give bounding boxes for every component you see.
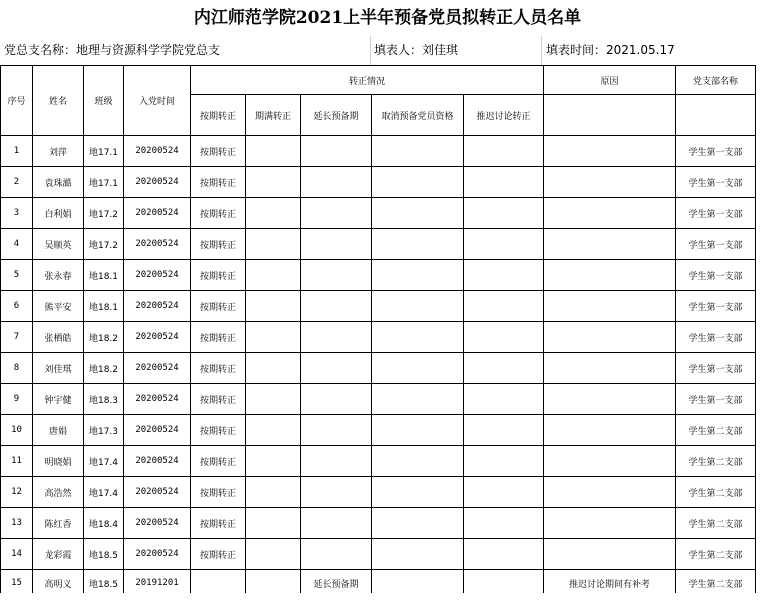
cell-postpone [464, 353, 544, 384]
cell-early [246, 384, 301, 415]
cell-name: 刘佳琪 [33, 353, 84, 384]
cell-early [246, 291, 301, 322]
cell-class: 地17.2 [84, 229, 124, 260]
cell-branch: 学生第二支部 [676, 508, 756, 539]
cell-branch: 学生第二支部 [676, 539, 756, 570]
cell-seq: 6 [1, 291, 33, 322]
cell-reason [544, 415, 676, 446]
cell-branch: 学生第一支部 [676, 136, 756, 167]
cell-early [246, 477, 301, 508]
cell-seq: 10 [1, 415, 33, 446]
cell-extend [301, 477, 372, 508]
cell-branch: 学生第一支部 [676, 229, 756, 260]
cell-reason: 推迟讨论期间有补考 [544, 570, 676, 597]
cell-early [246, 539, 301, 570]
cell-status: 按期转正 [191, 322, 246, 353]
cell-postpone [464, 539, 544, 570]
cell-postpone [464, 229, 544, 260]
branch-blank [676, 95, 756, 136]
cell-name: 袁珠澔 [33, 167, 84, 198]
cell-name: 陈红香 [33, 508, 84, 539]
header-cancel: 取消预备党员资格 [372, 95, 464, 136]
cell-seq: 12 [1, 477, 33, 508]
cell-status: 按期转正 [191, 198, 246, 229]
cell-name: 吴顺英 [33, 229, 84, 260]
cell-date: 20200524 [124, 415, 191, 446]
table-row [1, 446, 756, 477]
cell-reason [544, 291, 676, 322]
cell-early [246, 167, 301, 198]
cell-class: 地18.2 [84, 322, 124, 353]
cell-date: 20200524 [124, 260, 191, 291]
cell-cancel [372, 260, 464, 291]
header-name: 姓名 [33, 66, 84, 136]
cell-cancel [372, 229, 464, 260]
cell-date: 20200524 [124, 446, 191, 477]
cell-class: 地18.4 [84, 508, 124, 539]
header-reason: 原因 [544, 66, 676, 95]
cell-class: 地17.2 [84, 198, 124, 229]
cell-seq: 5 [1, 260, 33, 291]
cell-name: 龙彩霞 [33, 539, 84, 570]
cell-cancel [372, 136, 464, 167]
cell-date: 20200524 [124, 477, 191, 508]
cell-name: 高浩然 [33, 477, 84, 508]
cell-name: 钟宇健 [33, 384, 84, 415]
cell-extend [301, 291, 372, 322]
cell-seq: 8 [1, 353, 33, 384]
cell-date: 20200524 [124, 384, 191, 415]
cell-postpone [464, 477, 544, 508]
cell-name: 明晓娟 [33, 446, 84, 477]
cell-name: 高明义 [33, 570, 84, 597]
table-row [1, 353, 756, 384]
cell-class: 地18.5 [84, 539, 124, 570]
cell-cancel [372, 539, 464, 570]
cell-branch: 学生第一支部 [676, 291, 756, 322]
cell-postpone [464, 415, 544, 446]
cell-seq: 3 [1, 198, 33, 229]
cell-branch: 学生第一支部 [676, 384, 756, 415]
cell-seq: 9 [1, 384, 33, 415]
cell-date: 20200524 [124, 508, 191, 539]
cell-branch: 学生第一支部 [676, 198, 756, 229]
cell-extend [301, 384, 372, 415]
cell-status: 按期转正 [191, 291, 246, 322]
cell-reason [544, 446, 676, 477]
cell-early [246, 322, 301, 353]
cell-extend [301, 446, 372, 477]
cell-seq: 15 [1, 570, 33, 597]
cell-reason [544, 136, 676, 167]
header-class: 班级 [84, 66, 124, 136]
cell-postpone [464, 291, 544, 322]
cell-name: 唐娟 [33, 415, 84, 446]
cell-reason [544, 539, 676, 570]
cell-extend [301, 260, 372, 291]
cell-cancel [372, 322, 464, 353]
cell-postpone [464, 322, 544, 353]
cell-date: 20191201 [124, 570, 191, 597]
cell-name: 熊平安 [33, 291, 84, 322]
cell-class: 地17.4 [84, 446, 124, 477]
cell-reason [544, 322, 676, 353]
cell-branch: 学生第一支部 [676, 167, 756, 198]
cell-status: 按期转正 [191, 508, 246, 539]
header-seq: 序号 [1, 66, 33, 136]
header-branch: 党支部名称 [676, 66, 756, 95]
table-row [1, 167, 756, 198]
cell-branch: 学生第二支部 [676, 570, 756, 597]
cell-extend [301, 322, 372, 353]
cell-postpone [464, 167, 544, 198]
cell-cancel [372, 477, 464, 508]
cell-early [246, 508, 301, 539]
cell-extend [301, 198, 372, 229]
cell-branch: 学生第一支部 [676, 260, 756, 291]
header-on-time: 按期转正 [191, 95, 246, 136]
table-row [1, 477, 756, 508]
cell-extend [301, 353, 372, 384]
cell-class: 地18.2 [84, 353, 124, 384]
page-title: 内江师范学院2021上半年预备党员拟转正人员名单 [193, 8, 582, 28]
cell-seq: 7 [1, 322, 33, 353]
cell-class: 地18.1 [84, 291, 124, 322]
cell-branch: 学生第一支部 [676, 322, 756, 353]
table-row [1, 229, 756, 260]
cell-status: 按期转正 [191, 477, 246, 508]
cell-branch: 学生第二支部 [676, 415, 756, 446]
cell-date: 20200524 [124, 198, 191, 229]
table-row [1, 539, 756, 570]
cell-postpone [464, 136, 544, 167]
cell-date: 20200524 [124, 167, 191, 198]
cell-branch: 学生第二支部 [676, 446, 756, 477]
cell-early [246, 136, 301, 167]
table-row [1, 291, 756, 322]
cell-status: 按期转正 [191, 229, 246, 260]
cell-branch: 学生第一支部 [676, 353, 756, 384]
cell-cancel [372, 384, 464, 415]
header-conversion: 转正情况 [191, 66, 544, 95]
filler-name: 填表人：刘佳琪 [374, 43, 459, 57]
cell-postpone [464, 260, 544, 291]
cell-reason [544, 229, 676, 260]
cell-postpone [464, 446, 544, 477]
cell-reason [544, 477, 676, 508]
cell-extend: 延长预备期 [301, 570, 372, 597]
cell-cancel [372, 167, 464, 198]
cell-early [246, 415, 301, 446]
cell-status: 按期转正 [191, 415, 246, 446]
cell-date: 20200524 [124, 539, 191, 570]
cell-extend [301, 539, 372, 570]
meta-divider [370, 36, 371, 65]
cell-class: 地18.1 [84, 260, 124, 291]
cell-reason [544, 198, 676, 229]
cell-branch: 学生第二支部 [676, 477, 756, 508]
cell-seq: 4 [1, 229, 33, 260]
table-row [1, 415, 756, 446]
cell-postpone [464, 198, 544, 229]
sheet-bottom-edge [0, 593, 775, 602]
cell-class: 地17.3 [84, 415, 124, 446]
branch-name: 党总支名称：地理与资源科学学院党总支 [4, 43, 221, 57]
table-row [1, 136, 756, 167]
cell-status: 按期转正 [191, 353, 246, 384]
cell-status: 按期转正 [191, 136, 246, 167]
cell-class: 地17.4 [84, 477, 124, 508]
member-table [0, 65, 756, 597]
cell-date: 20200524 [124, 136, 191, 167]
cell-class: 地17.1 [84, 167, 124, 198]
cell-early [246, 229, 301, 260]
cell-reason [544, 508, 676, 539]
table-row [1, 198, 756, 229]
table-row [1, 322, 756, 353]
cell-reason [544, 260, 676, 291]
cell-extend [301, 229, 372, 260]
cell-reason [544, 167, 676, 198]
table-row [1, 260, 756, 291]
cell-seq: 2 [1, 167, 33, 198]
cell-name: 刘萍 [33, 136, 84, 167]
cell-seq: 14 [1, 539, 33, 570]
cell-date: 20200524 [124, 353, 191, 384]
cell-cancel [372, 198, 464, 229]
table-row [1, 384, 756, 415]
cell-extend [301, 415, 372, 446]
reason-blank [544, 95, 676, 136]
cell-status: 按期转正 [191, 446, 246, 477]
cell-reason [544, 384, 676, 415]
cell-status: 按期转正 [191, 539, 246, 570]
table-row [1, 508, 756, 539]
cell-name: 张栖皓 [33, 322, 84, 353]
header-row [1, 66, 756, 95]
cell-class: 地17.1 [84, 136, 124, 167]
cell-extend [301, 167, 372, 198]
cell-seq: 1 [1, 136, 33, 167]
header-early: 期满转正 [246, 95, 301, 136]
cell-extend [301, 508, 372, 539]
cell-cancel [372, 446, 464, 477]
cell-name: 张永春 [33, 260, 84, 291]
cell-early [246, 353, 301, 384]
header-join-date: 入党时间 [124, 66, 191, 136]
cell-early [246, 446, 301, 477]
cell-date: 20200524 [124, 229, 191, 260]
cell-postpone [464, 508, 544, 539]
header-postpone: 推迟讨论转正 [464, 95, 544, 136]
cell-cancel [372, 415, 464, 446]
cell-cancel [372, 353, 464, 384]
cell-status: 按期转正 [191, 260, 246, 291]
cell-date: 20200524 [124, 291, 191, 322]
cell-seq: 13 [1, 508, 33, 539]
cell-status: 按期转正 [191, 384, 246, 415]
fill-date: 填表时间：2021.05.17 [546, 43, 675, 57]
cell-class: 地18.5 [84, 570, 124, 597]
header-extend: 延长预备期 [301, 95, 372, 136]
cell-cancel [372, 508, 464, 539]
cell-class: 地18.3 [84, 384, 124, 415]
cell-extend [301, 136, 372, 167]
cell-name: 白利娟 [33, 198, 84, 229]
cell-reason [544, 353, 676, 384]
meta-divider [541, 36, 542, 65]
cell-early [246, 260, 301, 291]
cell-early [246, 198, 301, 229]
cell-cancel [372, 291, 464, 322]
cell-seq: 11 [1, 446, 33, 477]
cell-status: 按期转正 [191, 167, 246, 198]
cell-date: 20200524 [124, 322, 191, 353]
cell-postpone [464, 384, 544, 415]
